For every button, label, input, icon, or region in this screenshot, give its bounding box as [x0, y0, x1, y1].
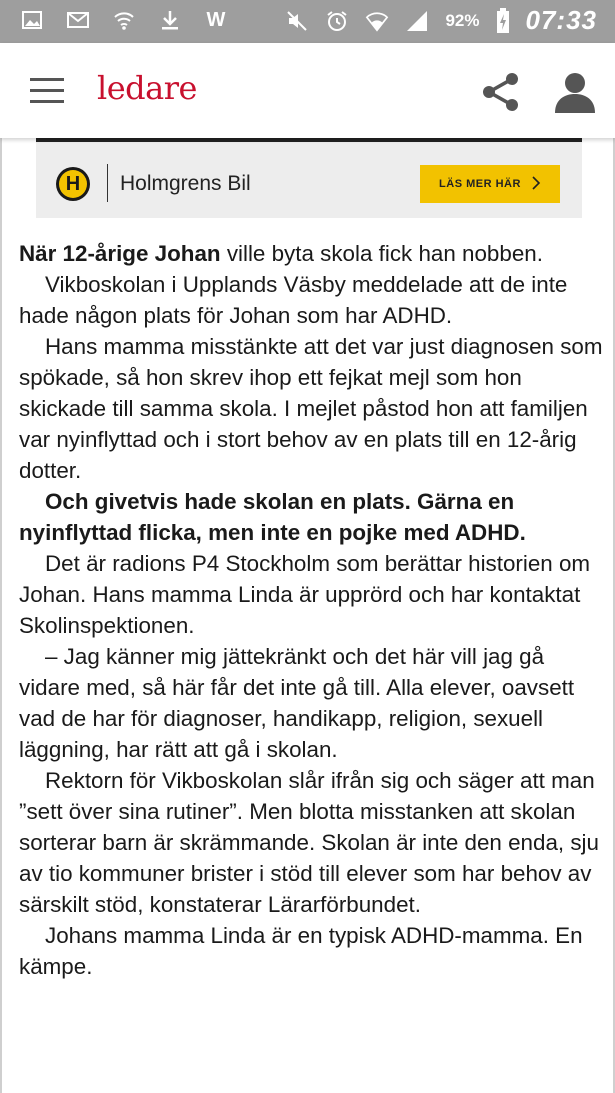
article-paragraph: Vikboskolan i Upplands Väsby meddelade att de inte hade någon plats för Johan som har ADHD.	[19, 272, 568, 328]
ad-brand-name: Holmgrens Bil	[120, 172, 251, 195]
article-paragraph: – Jag känner mig jättekränkt och det här vill jag gå vidare med, så här får det inte gå till. Alla elever, oavsett vad de har för diagnoser, handikapp, religion, sexuell läggning, har rätt att gå i skolan.	[19, 644, 575, 762]
app-bar	[0, 43, 615, 138]
cell-signal-icon	[405, 9, 429, 33]
user-profile-icon[interactable]	[552, 69, 598, 115]
content-area	[0, 138, 615, 1093]
mute-icon	[285, 9, 309, 33]
article-paragraph: Hans mamma misstänkte att det var just diagnosen som spökade, så hon skrev ihop ett fejkat mejl som hon skickade till samma skola. I mejlet påstod hon att familjen var nyinflyttad och i stort behov av en plats till en 12-årig dotter.	[19, 334, 603, 483]
article-body	[19, 238, 604, 982]
holmgrens-logo-icon	[56, 167, 90, 201]
w-icon: W	[206, 8, 226, 31]
share-icon[interactable]	[480, 71, 522, 113]
battery-charging-icon	[496, 9, 510, 33]
lead-text: ville byta skola fick han nobben.	[220, 241, 543, 266]
wifi-icon	[112, 8, 136, 32]
wifi-signal-icon	[365, 9, 389, 33]
alarm-icon	[325, 9, 349, 33]
battery-percent: 92%	[445, 10, 480, 30]
clock: 07:33	[525, 5, 597, 35]
ad-button-label: LÄS MER HÄR	[439, 178, 521, 190]
site-logo[interactable]: ledare	[97, 69, 197, 107]
status-bar	[0, 0, 615, 43]
bold-statement: Och givetvis hade skolan en plats. Gärna en nyinflyttad flicka, men inte en pojke med ADHD.	[19, 489, 526, 545]
system-icons	[285, 5, 597, 36]
mail-icon	[66, 8, 90, 32]
article-paragraph: Det är radions P4 Stockholm som berättar historien om Johan. Hans mamma Linda är upprörd och har kontaktat Skolinspektionen.	[19, 551, 591, 638]
ad-logo-letter: H	[59, 170, 87, 198]
chevron-right-icon	[531, 176, 541, 193]
menu-icon[interactable]	[30, 78, 64, 104]
article-paragraph: Rektorn för Vikboskolan slår ifrån sig och säger att man ”sett över sina rutiner”. Men blotta misstanken att skolan sorterar barn är skrämmande. Skolan är inte den enda, sju av tio kommuner brister i stöd till elever som har behov av särskilt stöd, konstaterar Lärarförbundet.	[19, 768, 599, 917]
image-icon	[20, 8, 44, 32]
article-paragraph	[19, 238, 604, 269]
lead-bold: När 12-årige Johan	[19, 241, 221, 266]
ad-read-more-button[interactable]	[420, 165, 560, 203]
notification-icons	[20, 8, 228, 32]
ad-divider	[107, 164, 108, 202]
article-paragraph-bold	[19, 486, 604, 548]
download-icon	[158, 8, 182, 32]
article-paragraph: Johans mamma Linda är en typisk ADHD-mamma. En kämpe.	[19, 923, 583, 979]
ad-banner[interactable]	[36, 138, 582, 218]
